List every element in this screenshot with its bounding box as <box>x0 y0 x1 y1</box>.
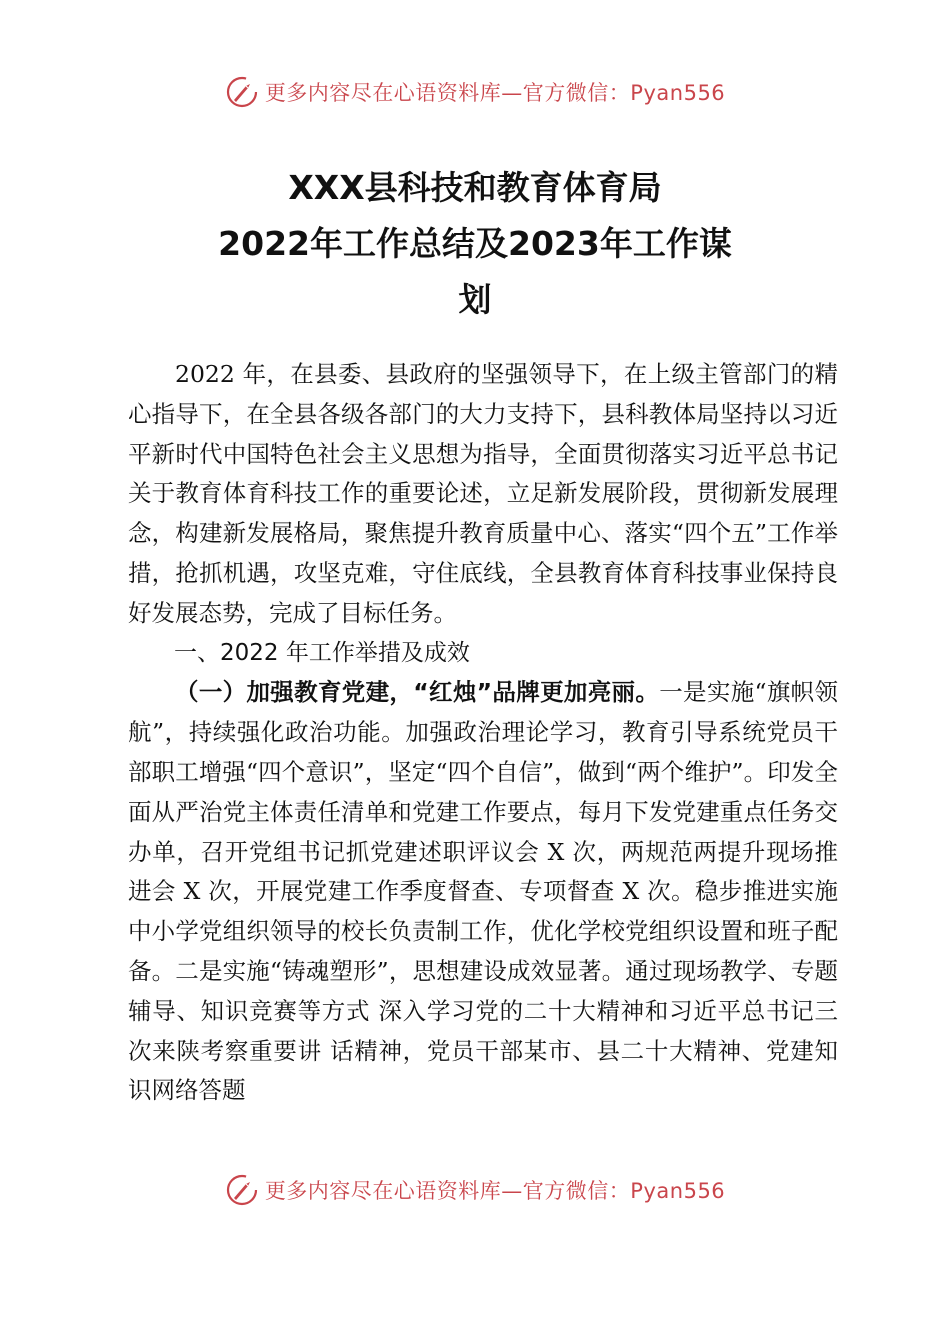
subsection-text: 一是实施“旗帜领航”，持续强化政治功能。加强政治理论学习，教育引导系统党员干部职工增强“四个意识”，坚定“四个自信”，做到“两个维护”。印发全面从严治党主体责任清单和党建工作要点，每月下发党建重点任务交办单，召开党组书记抓党建述职评议会 X 次，两规范两提升现场推进会 X 次，开展党建工作季度督查、专项督查 X 次。稳步推进实施中小学党组织领导的校长负责制工作，优化学校党组织设置和班子配备。二是实施“铸魂塑形”，思想建设成效显著。通过现场教学、专题辅导、知识竞赛等方式 深入学习党的二十大精神和习近平总书记三次来陕考察重要讲 话精神，党员干部某市、县二十大精神、党建知识网络答题 <box>128 678 839 1105</box>
title-line-3: 划 <box>458 280 492 319</box>
pen-nib-circle-icon <box>225 75 259 109</box>
document-title <box>0 160 950 328</box>
section-heading: 一、2022 年工作举措及成效 <box>174 639 470 666</box>
subsection-paragraph <box>128 673 838 1111</box>
watermark-header <box>0 70 950 114</box>
title-line-2: 2022年工作总结及2023年工作谋 <box>218 224 732 263</box>
intro-paragraph: 2022 年，在县委、县政府的坚强领导下，在上级主管部门的精心指导下，在全县各级各部门的大力支持下，县科教体局坚持以习近平新时代中国特色社会主义思想为指导，全面贯彻落实习近平总书记关于教育体育科技工作的重要论述，立足新发展阶段，贯彻新发展理念，构建新发展格局，聚焦提升教育质量中心、落实“四个五”工作举措，抢抓机遇，攻坚克难，守住底线，全县教育体育科技事业保持良好发展态势，完成了目标任务。 <box>128 360 838 627</box>
watermark-text: 更多内容尽在心语资料库—官方微信：Pyan556 <box>264 1179 726 1203</box>
subsection-lead: （一）加强教育党建，“红烛”品牌更加亮丽。 <box>175 678 660 707</box>
watermark-text: 更多内容尽在心语资料库—官方微信：Pyan556 <box>264 81 726 105</box>
title-line-1: XXX县科技和教育体育局 <box>288 168 662 207</box>
watermark-footer <box>0 1168 950 1212</box>
pen-nib-circle-icon <box>225 1173 259 1207</box>
document-body <box>128 355 838 1111</box>
